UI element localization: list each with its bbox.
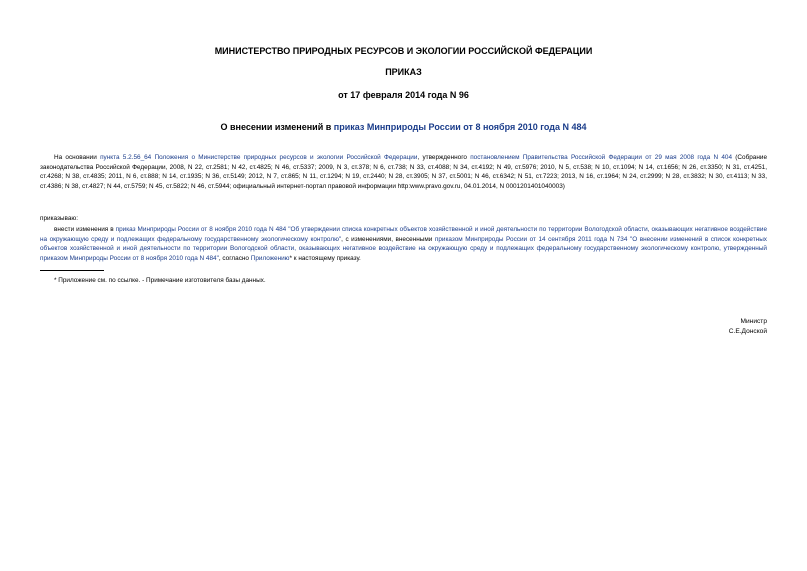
document-date: от 17 февраля 2014 года N 96: [338, 90, 469, 100]
appendix-link[interactable]: Приложению: [250, 254, 290, 262]
government-decree-link[interactable]: постановлением Правительства Российской Федерации от 29 мая 2008 года N 404: [470, 154, 733, 161]
preamble-text-1: На основании: [54, 154, 101, 161]
footnote-divider: [40, 270, 104, 271]
document-subject: [0, 122, 807, 132]
order-paragraph: [40, 225, 767, 263]
preamble-paragraph: [40, 153, 767, 191]
preamble-text-3: (Собрание законодательства Российской Федерации, 2008, N 22, ст.2581; N 42, ст.4825; N 46, ст.5337; 2009, N 3, ст.378; N 6, ст.738; N 33, ст.4088; N 34, ст.4192; N 49, ст.5976; 2010, N 5, ст.538; N 10, ст.1094; N 14, ст.1656; N 26, ст.3350; N 31, ст.4251, ст.4268; N 38, ст.4835; 2011, N 6, ст.888; N 14, ст.1935; N 36, ст.5149; 2012, N 7, ст.865; N 11, ст.1294; N 19, ст.2440; N 28, ст.3905; N 37, ст.5001; N 46, ст.6342; N 51, ст.7223; 2013, N 16, ст.1964; N 24, ст.2999; N 28, ст.3832; N 30, ст.4113; N 33, ст.4386; N 38, ст.4827; N 44, ст.5759; N 45, ст.5822; N 46, ст.5944; официальный интернет-портал правовой информации http:www.pravo.gov.ru, 04.01.2014, N 0001201401040003): [40, 154, 767, 190]
order-text-2: , с изменениями, внесенными: [341, 235, 435, 243]
signatory-name: С.Е.Донской: [728, 328, 767, 335]
footnote: * Приложение см. по ссылке. - Примечание изготовителя базы данных.: [54, 277, 266, 284]
ministry-title: МИНИСТЕРСТВО ПРИРОДНЫХ РЕСУРСОВ И ЭКОЛОГИИ РОССИЙСКОЙ ФЕДЕРАЦИИ: [214, 46, 593, 56]
order-text-3: , согласно: [218, 254, 251, 262]
order-text-1: внести изменения в: [54, 226, 116, 233]
document-type: ПРИКАЗ: [385, 67, 422, 77]
signatory-role: Министр: [740, 318, 767, 325]
subject-prefix: О внесении изменений в: [220, 122, 334, 132]
regulation-clause-link[interactable]: пункта 5.2.56_64 Положения о Министерстве природных ресурсов и экологии Российской Федерации: [100, 154, 418, 161]
subject-link[interactable]: приказ Минприроды России от 8 ноября 2010 года N 484: [333, 122, 587, 132]
preamble-text-2: , утвержденного: [417, 154, 471, 161]
order-734-link[interactable]: приказом Минприроды России от 14 сентября 2011 года N 734 "О внесении изменений в список конкретных объектов хозяйственной и иной деятельности по территории Вологодской области, оказывающих негативное воздействие на окружающую среду и подлежащих федеральному государственному экологическому контролю, утвержденный приказом Минприроды России от 8 ноября 2010 года N 484": [40, 235, 768, 262]
order-484-link[interactable]: приказ Минприроды России от 8 ноября 2010 года N 484 "Об утверждении списка конкретных объектов хозяйственной и иной деятельности по территории Вологодской области, оказывающих негативное воздействие на окружающую среду и подлежащих федеральному государственному экологическому контролю": [40, 226, 767, 243]
order-label: приказываю:: [40, 215, 78, 222]
order-text-4: * к настоящему приказу.: [289, 254, 361, 262]
